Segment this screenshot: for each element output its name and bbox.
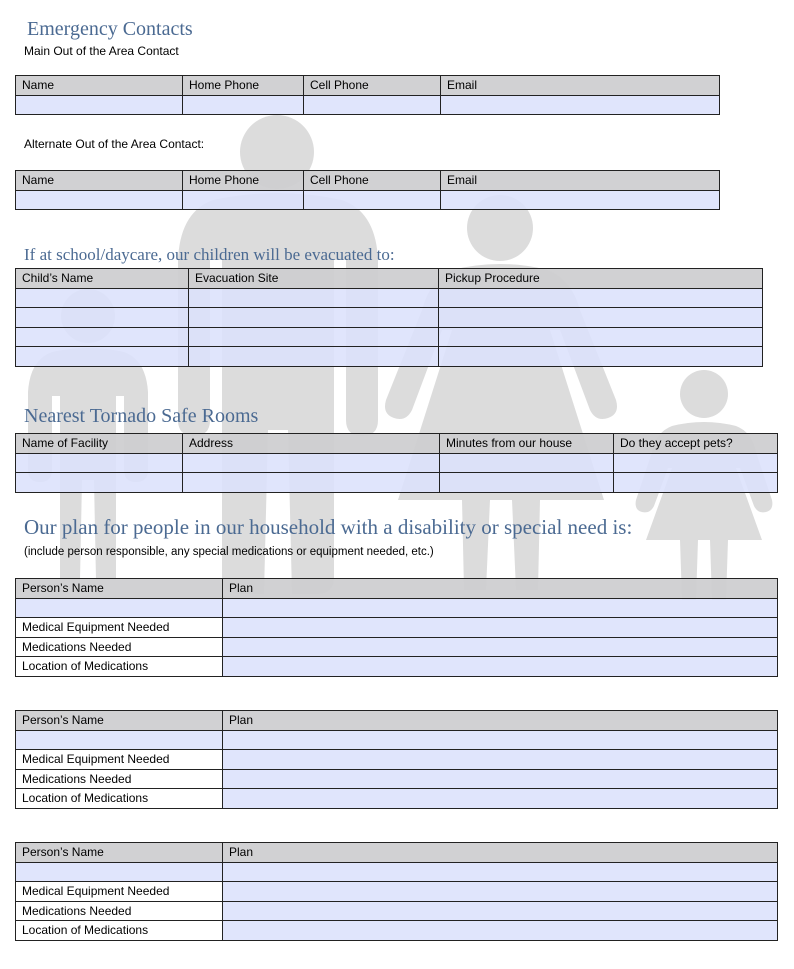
table-header-row bbox=[16, 171, 720, 191]
main-email-field[interactable] bbox=[441, 95, 720, 115]
table-row bbox=[16, 901, 778, 921]
alternate-cell-phone-field[interactable] bbox=[304, 190, 441, 210]
medications-field[interactable] bbox=[223, 637, 778, 657]
column-header: Person’s Name bbox=[16, 579, 223, 599]
plan-field[interactable] bbox=[223, 598, 778, 618]
disability-plan-table bbox=[15, 578, 778, 677]
column-header: Cell Phone bbox=[304, 76, 441, 96]
medical-equipment-field[interactable] bbox=[223, 882, 778, 902]
pickup-procedure-field[interactable] bbox=[439, 327, 763, 347]
table-row bbox=[16, 750, 778, 770]
column-header: Plan bbox=[223, 843, 778, 863]
disability-plan-note: (include person responsible, any special medications or equipment needed, etc.) bbox=[24, 546, 434, 558]
medication-location-field[interactable] bbox=[223, 657, 778, 677]
column-header: Name of Facility bbox=[16, 434, 183, 454]
medications-field[interactable] bbox=[223, 901, 778, 921]
table-header-row bbox=[16, 711, 778, 731]
alternate-contact-label: Alternate Out of the Area Contact: bbox=[24, 137, 205, 151]
table-row bbox=[16, 288, 763, 308]
table-header-row bbox=[16, 76, 720, 96]
alternate-name-field[interactable] bbox=[16, 190, 183, 210]
tornado-safe-rooms-title: Nearest Tornado Safe Rooms bbox=[24, 405, 259, 427]
column-header: Person’s Name bbox=[16, 843, 223, 863]
minutes-from-house-field[interactable] bbox=[440, 453, 614, 473]
table-row bbox=[16, 730, 778, 750]
column-header: Home Phone bbox=[183, 171, 304, 191]
main-name-field[interactable] bbox=[16, 95, 183, 115]
disability-plan-table bbox=[15, 710, 778, 809]
alternate-contact-table bbox=[15, 170, 720, 210]
facility-address-field[interactable] bbox=[183, 453, 440, 473]
table-header-row bbox=[16, 579, 778, 599]
row-label: Medical Equipment Needed bbox=[16, 882, 223, 902]
column-header: Plan bbox=[223, 711, 778, 731]
column-header: Evacuation Site bbox=[189, 269, 439, 289]
table-row bbox=[16, 789, 778, 809]
column-header: Plan bbox=[223, 579, 778, 599]
table-row bbox=[16, 308, 763, 328]
column-header: Name bbox=[16, 171, 183, 191]
disability-plan-table bbox=[15, 842, 778, 941]
person-name-field[interactable] bbox=[16, 598, 223, 618]
table-row bbox=[16, 769, 778, 789]
column-header: Email bbox=[441, 171, 720, 191]
medication-location-field[interactable] bbox=[223, 789, 778, 809]
facility-name-field[interactable] bbox=[16, 473, 183, 493]
table-row bbox=[16, 473, 778, 493]
row-label: Medical Equipment Needed bbox=[16, 618, 223, 638]
alternate-home-phone-field[interactable] bbox=[183, 190, 304, 210]
disability-plan-title: Our plan for people in our household with a disability or special need is: bbox=[24, 515, 633, 539]
row-label: Medications Needed bbox=[16, 901, 223, 921]
medications-field[interactable] bbox=[223, 769, 778, 789]
column-header: Name bbox=[16, 76, 183, 96]
main-contact-label: Main Out of the Area Contact bbox=[24, 44, 179, 58]
column-header: Child’s Name bbox=[16, 269, 189, 289]
main-home-phone-field[interactable] bbox=[183, 95, 304, 115]
row-label: Medications Needed bbox=[16, 637, 223, 657]
row-label: Medications Needed bbox=[16, 769, 223, 789]
accept-pets-field[interactable] bbox=[614, 453, 778, 473]
accept-pets-field[interactable] bbox=[614, 473, 778, 493]
evacuation-site-field[interactable] bbox=[189, 308, 439, 328]
pickup-procedure-field[interactable] bbox=[439, 308, 763, 328]
plan-field[interactable] bbox=[223, 862, 778, 882]
table-row bbox=[16, 921, 778, 941]
alternate-email-field[interactable] bbox=[441, 190, 720, 210]
table-row bbox=[16, 95, 720, 115]
evacuation-site-field[interactable] bbox=[189, 347, 439, 367]
main-contact-table bbox=[15, 75, 720, 115]
plan-field[interactable] bbox=[223, 730, 778, 750]
child-name-field[interactable] bbox=[16, 288, 189, 308]
column-header: Do they accept pets? bbox=[614, 434, 778, 454]
person-name-field[interactable] bbox=[16, 862, 223, 882]
school-evacuation-title: If at school/daycare, our children will be evacuated to: bbox=[24, 245, 395, 264]
table-header-row bbox=[16, 843, 778, 863]
table-row bbox=[16, 618, 778, 638]
facility-address-field[interactable] bbox=[183, 473, 440, 493]
column-header: Home Phone bbox=[183, 76, 304, 96]
column-header: Person’s Name bbox=[16, 711, 223, 731]
column-header: Cell Phone bbox=[304, 171, 441, 191]
row-label: Location of Medications bbox=[16, 657, 223, 677]
column-header: Address bbox=[183, 434, 440, 454]
table-row bbox=[16, 347, 763, 367]
table-header-row bbox=[16, 434, 778, 454]
table-row bbox=[16, 453, 778, 473]
person-name-field[interactable] bbox=[16, 730, 223, 750]
facility-name-field[interactable] bbox=[16, 453, 183, 473]
table-row bbox=[16, 862, 778, 882]
pickup-procedure-field[interactable] bbox=[439, 288, 763, 308]
child-name-field[interactable] bbox=[16, 327, 189, 347]
child-name-field[interactable] bbox=[16, 347, 189, 367]
table-row bbox=[16, 657, 778, 677]
school-evacuation-table bbox=[15, 268, 763, 367]
column-header: Email bbox=[441, 76, 720, 96]
minutes-from-house-field[interactable] bbox=[440, 473, 614, 493]
main-cell-phone-field[interactable] bbox=[304, 95, 441, 115]
table-row bbox=[16, 598, 778, 618]
table-row bbox=[16, 882, 778, 902]
medication-location-field[interactable] bbox=[223, 921, 778, 941]
row-label: Medical Equipment Needed bbox=[16, 750, 223, 770]
tornado-safe-rooms-table bbox=[15, 433, 778, 493]
table-row bbox=[16, 190, 720, 210]
medical-equipment-field[interactable] bbox=[223, 750, 778, 770]
column-header: Minutes from our house bbox=[440, 434, 614, 454]
evacuation-site-field[interactable] bbox=[189, 288, 439, 308]
pickup-procedure-field[interactable] bbox=[439, 347, 763, 367]
row-label: Location of Medications bbox=[16, 789, 223, 809]
column-header: Pickup Procedure bbox=[439, 269, 763, 289]
table-row bbox=[16, 327, 763, 347]
table-header-row bbox=[16, 269, 763, 289]
child-name-field[interactable] bbox=[16, 308, 189, 328]
row-label: Location of Medications bbox=[16, 921, 223, 941]
table-row bbox=[16, 637, 778, 657]
emergency-contacts-title: Emergency Contacts bbox=[27, 18, 193, 40]
medical-equipment-field[interactable] bbox=[223, 618, 778, 638]
evacuation-site-field[interactable] bbox=[189, 327, 439, 347]
